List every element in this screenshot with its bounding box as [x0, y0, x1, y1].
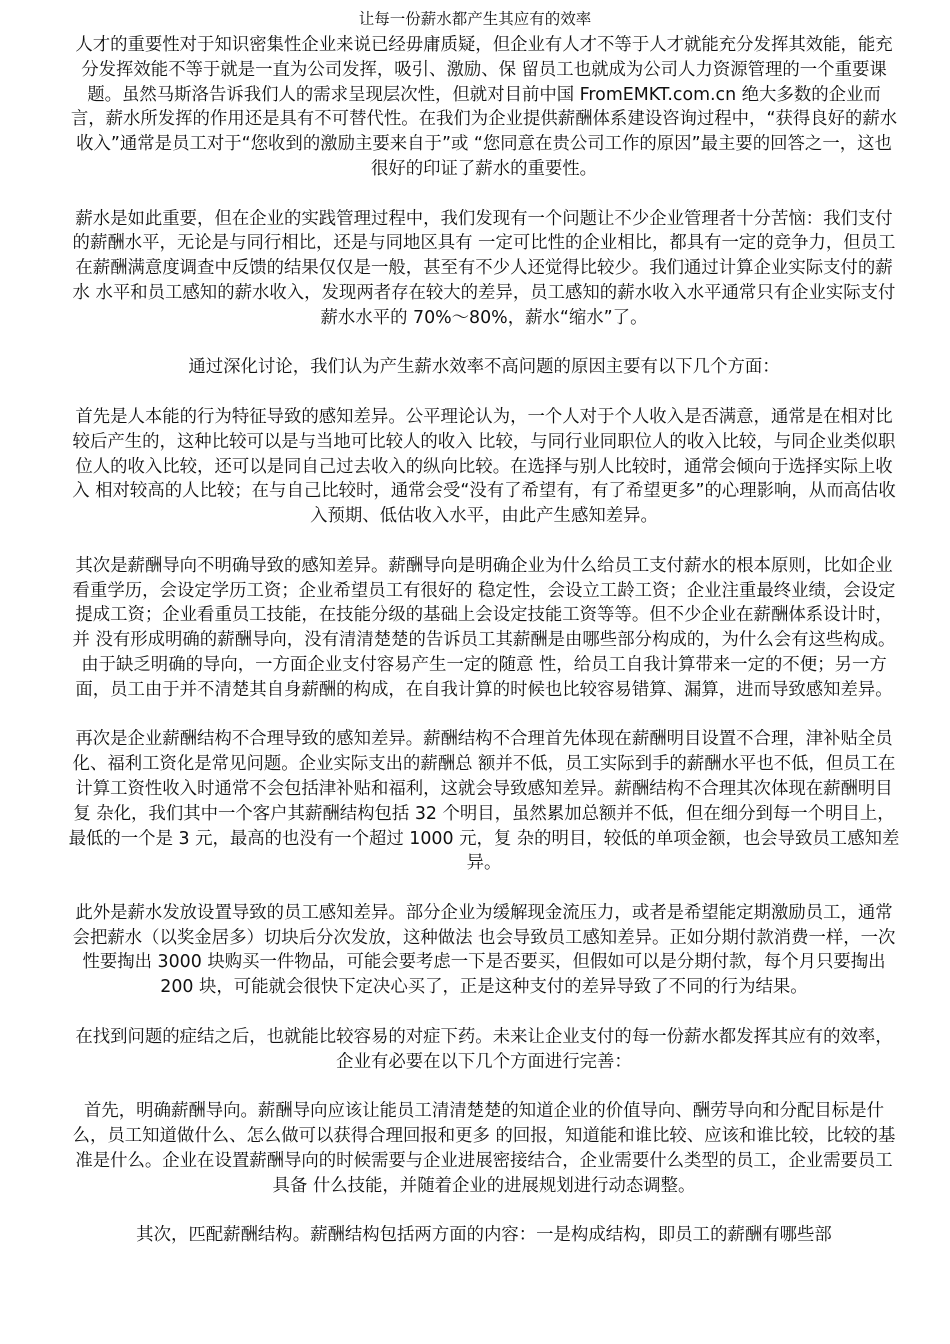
problem-paragraph: 薪水是如此重要，但在企业的实践管理过程中，我们发现有一个问题让不少企业管理者十分苦恼：我们支付的薪酬水平，无论是与同行相比，还是与同地区具有 一定可比性的企业相比，都具有一定的竞争力，但员工在薪酬满意度调查中反馈的结果仅仅是一般，甚至有不少人还觉得比较少。我们通过计算企业实际支付的薪水 水平和员工感知的薪水收入，发现两者存在较大的差异，员工感知的薪水收入水平通常只有企业实际支付薪水水平的 70%～80%，薪水“缩水”了。: [72, 208, 896, 328]
cause-3-paragraph: 再次是企业薪酬结构不合理导致的感知差异。薪酬结构不合理首先体现在薪酬明目设置不合理，津补贴全员化、福利工资化是常见问题。企业实际支出的薪酬总 额并不低，员工实际到手的薪酬水平也不低，但员工在计算工资性收入时通常不会包括津补贴和福利，这就会导致感知差异。薪酬结构不合理其次体现在薪酬明目复 杂化，我们其中一个客户其薪酬结构包括 32 个明目，虽然累加总额并不低，但在细分到每一个明目上，最低的一个是 3 元，最高的也没有一个超过 1000 元，复 杂的明目，较低的单项金额，也会导致员工感知差异。: [68, 729, 900, 874]
cause-2-paragraph: 其次是薪酬导向不明确导致的感知差异。薪酬导向是明确企业为什么给员工支付薪水的根本原则，比如企业看重学历，会设定学历工资；企业希望员工有很好的 稳定性，会设立工龄工资；企业注重最终业绩，会设定提成工资；企业看重员工技能，在技能分级的基础上会设定技能工资等等。但不少企业在薪酬体系设计时，并 没有形成明确的薪酬导向，没有清清楚楚的告诉员工其薪酬是由哪些部分构成的，为什么会有这些构成。由于缺乏明确的导向，一方面企业支付容易产生一定的随意 性，给员工自我计算带来一定的不便；另一方面，员工由于并不清楚其自身薪酬的构成，在自我计算的时候也比较容易错算、漏算，进而导致感知差异。: [72, 555, 896, 700]
solution-1-paragraph: 首先，明确薪酬导向。薪酬导向应该让能员工清清楚楚的知道企业的价值导向、酬劳导向和分配目标是什么，员工知道做什么、怎么做可以获得合理回报和更多 的回报，知道能和谁比较、应该和谁比较，比较的基准是什么。企业在设置薪酬导向的时候需要与企业进展密接结合，企业需要什么类型的员工，企业需要员工具备 什么技能，并随着企业的进展规划进行动态调整。: [72, 1101, 896, 1196]
intro-paragraph: 人才的重要性对于知识密集性企业来说已经毋庸质疑，但企业有人才不等于人才就能充分发挥其效能，能充分发挥效能不等于就是一直为公司发挥，吸引、激励、保 留员工也就成为公司人力资源管理的一个重要课题。虽然马斯洛告诉我们人的需求呈现层次性，但就对目前中国 FromEMKT.com.cn 绝大多数的企业而 言，薪水所发挥的作用还是具有不可替代性。在我们为企业提供薪酬体系建设咨询过程中，“获得良好的薪水收入”通常是员工对于“您收到的激励主要来自于”或 “您同意在贵公司工作的原因”最主要的回答之一，这也很好的印证了薪水的重要性。: [70, 35, 898, 179]
solution-2-paragraph: 其次，匹配薪酬结构。薪酬结构包括两方面的内容：一是构成结构，即员工的薪酬有哪些部: [136, 1225, 832, 1246]
cause-4-paragraph: 此外是薪水发放设置导致的员工感知差异。部分企业为缓解现金流压力，或者是希望能定期激励员工，通常会把薪水（以奖金居多）切块后分次发放，这种做法 也会导致员工感知差异。正如分期付款消费一样，一次性要掏出 3000 块购买一件物品，可能会要考虑一下是否要买，但假如可以是分期付款，每个月只要掏出 200 块，可能就会很快下定决心买了，正是这种支付的差异导致了不同的行为结果。: [72, 902, 896, 998]
causes-intro-paragraph: 通过深化讨论，我们认为产生薪水效率不高问题的原因主要有以下几个方面：: [188, 357, 780, 378]
solutions-intro-paragraph: 在找到问题的症结之后，也就能比较容易的对症下药。未来让企业支付的每一份薪水都发挥其应有的效率，企业有必要在以下几个方面进行完善：: [75, 1026, 893, 1072]
cause-1-paragraph: 首先是人本能的行为特征导致的感知差异。公平理论认为，一个人对于个人收入是否满意，通常是在相对比较后产生的，这种比较可以是与当地可比较人的收入 比较，与同行业同职位人的收入比较，与同企业类似职位人的收入比较，还可以是同自己过去收入的纵向比较。在选择与别人比较时，通常会倾向于选择实际上收入 相对较高的人比较；在与自己比较时，通常会受“没有了希望有，有了希望更多”的心理影响，从而高估收入预期、低估收入水平，由此产生感知差异。: [72, 406, 896, 527]
document-body: [68, 33, 900, 1273]
document-title: 让每一份薪水都产生其应有的效率: [358, 10, 592, 28]
